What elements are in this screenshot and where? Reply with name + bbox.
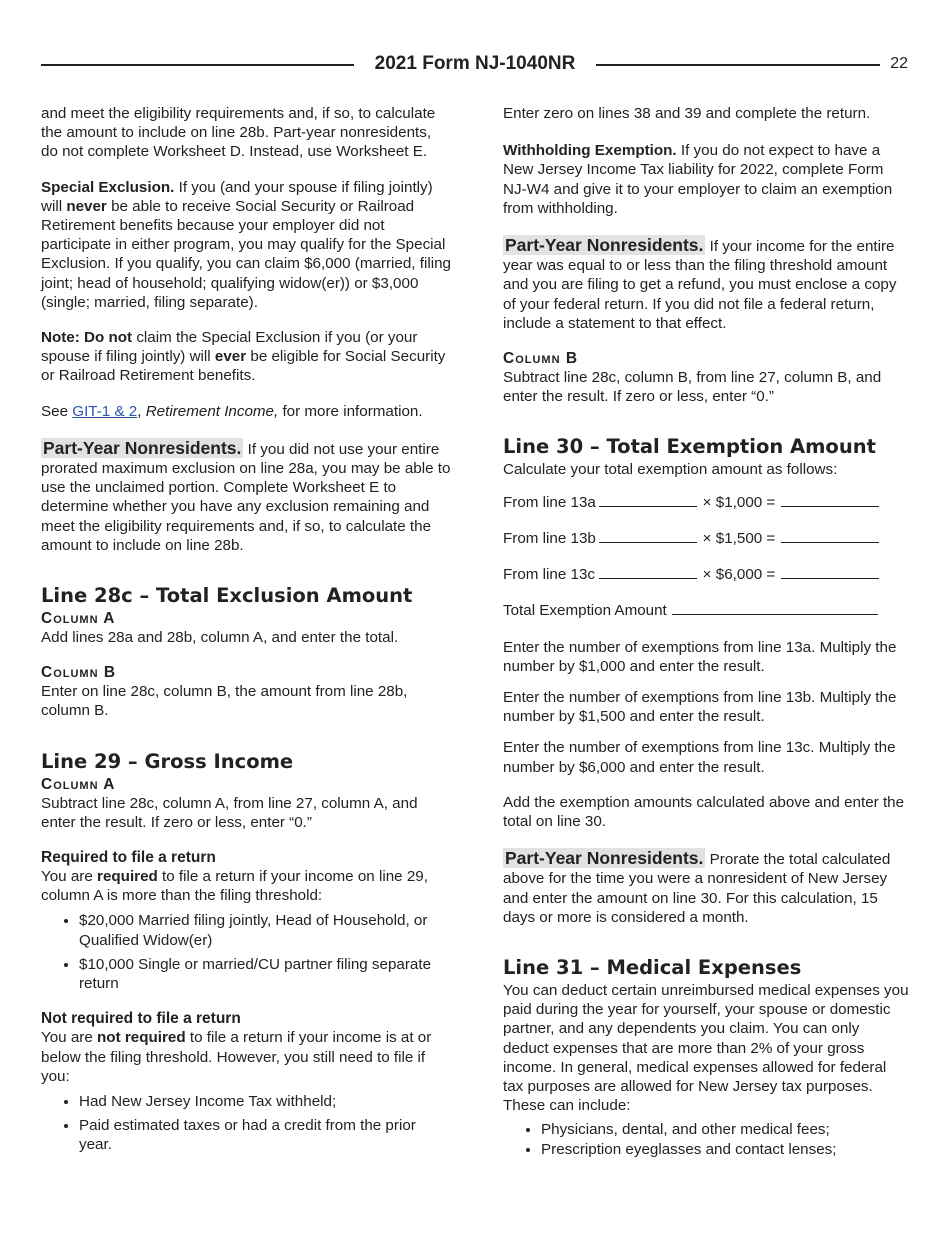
required-heading: Required to file a return [41,849,216,867]
instruction-13c: Enter the number of exemptions from line 13c. Multiply the number by $6,000 and enter the result. [503,739,896,776]
blank-field [672,600,878,615]
right-column [503,104,909,1164]
line-29-col-a-text: Subtract line 28c, column A, from line 27, column A, and enter the result. If zero or less, enter “0.” [41,794,418,831]
header-rule-right [596,64,880,66]
blank-field [781,564,879,579]
line-29-heading: Line 29 – Gross Income [41,749,294,773]
part-year-paragraph: Part-Year Nonresidents. If you did not use your entire prorated maximum exclusion on line 28a, you may be able to use the unclaimed portion. Complete Worksheet E to determine whether you have any exclusion remaining and meet the eligibility requirements and, if so, to calculate the amount to include on line 28b. [41,437,451,554]
part-year-paragraph: Part-Year Nonresidents. If your income for the entire year was equal to or less than the filing threshold amount and you are filing to get a refund, you must enclose a copy of your federal return. If you did not file a federal return, include a statement to that effect. [503,235,897,332]
page-number: 22 [890,55,908,72]
list-item: • Physicians, dental, and other medical fees; [541,1120,909,1139]
column-b-label: Column B [503,350,579,368]
instruction-total: Add the exemption amounts calculated above and enter the total on line 30. [503,793,905,831]
exemption-calc-table [503,492,909,638]
line-29-col-b-text: Subtract line 28c, column B, from line 27, column B, and enter the result. If zero or less, enter “0.” [503,369,882,406]
left-column [41,104,451,1160]
not-required-list [41,1092,451,1155]
column-a-label: Column A [41,610,116,628]
page-title: 2021 Form NJ-1040NR [374,53,576,74]
header-rule-left [41,64,354,66]
line-30-intro: Calculate your total exemption amount as follows: [503,461,838,479]
list-item: • Had New Jersey Income Tax withheld; [79,1092,451,1111]
part-year-label: Part-Year Nonresidents. [505,235,704,256]
not-required-paragraph: You are not required to file a return if your income is at or below the filing threshold. However, you still need to file if you: [41,1029,432,1085]
line-31-heading: Line 31 – Medical Expenses [503,956,802,980]
line-28c-col-a-text: Add lines 28a and 28b, column A, and enter the total. [41,629,399,647]
git-link[interactable]: GIT-1 & 2 [72,402,138,420]
blank-field [781,528,879,543]
column-a-label: Column A [41,775,116,793]
line-28c-col-b-text: Enter on line 28c, column B, the amount from line 28b, column B. [41,683,408,720]
medical-expense-list [503,1120,909,1159]
see-more-paragraph: See GIT-1 & 2, Retirement Income, for more information. [41,402,423,420]
blank-field [599,564,697,579]
continuation-paragraph: and meet the eligibility requirements and, if so, to calculate the amount to include on line 28b. Part-year nonresidents, do not complete Worksheet D. Instead, use Worksheet E. [41,105,436,161]
part-year-label: Part-Year Nonresidents. [43,437,242,458]
part-year-label: Part-Year Nonresidents. [505,848,704,869]
blank-field [781,492,879,507]
list-item: • Prescription eyeglasses and contact lenses; [541,1140,909,1159]
not-required-heading: Not required to file a return [41,1010,241,1028]
calc-row-13c: From line 13c × $6,000 = [503,564,909,600]
calc-row-13a: From line 13a × $1,000 = [503,492,909,528]
note-paragraph: Note: Do not claim the Special Exclusion if you (or your spouse if filing jointly) will ever be eligible for Social Security or Railroad Retirement benefits. [41,329,446,385]
instruction-13b: Enter the number of exemptions from line 13b. Multiply the number by $1,500 and enter the result. [503,689,897,726]
list-item: • $10,000 Single or married/CU partner filing separate return [79,955,451,993]
list-item: • Paid estimated taxes or had a credit from the prior year. [79,1116,451,1154]
list-item: • $20,000 Married filing jointly, Head of Household, or Qualified Widow(er) [79,911,451,949]
column-b-label: Column B [41,664,117,682]
withholding-paragraph: Withholding Exemption. If you do not expect to have a New Jersey Income Tax liability for 2022, complete Form NJ-W4 and give it to your employer to claim an exemption from withholding. [503,142,893,217]
required-list [41,911,451,993]
required-paragraph: You are required to file a return if your income on line 29, column A is more than the filing threshold: [41,868,428,905]
line-31-text: You can deduct certain unreimbursed medical expenses you paid during the year for yourself, your spouse or domestic partner, and any dependents you claim. You can only deduct expenses that are more than 2% of your gross income. In general, medical expenses allowed for federal tax purposes are allowed for New Jersey tax purposes. These can include: [503,982,909,1115]
blank-field [599,492,697,507]
enter-zero-paragraph: Enter zero on lines 38 and 39 and complete the return. [503,105,871,122]
calc-row-13b: From line 13b × $1,500 = [503,528,909,564]
total-exemption-row: Total Exemption Amount [503,600,909,638]
line-28c-heading: Line 28c – Total Exclusion Amount [41,584,413,608]
blank-field [599,528,697,543]
part-year-paragraph: Part-Year Nonresidents. Prorate the total calculated above for the time you were a nonresident of New Jersey and enter the amount on line 30. For this calculation, 15 days or more is considered a month. [503,848,891,926]
line-30-heading: Line 30 – Total Exemption Amount [503,435,876,459]
special-exclusion-paragraph: Special Exclusion. If you (and your spouse if filing jointly) will never be able to receive Social Security or Railroad Retirement benefits because your employer did not participate in either program, you may qualify for the Special Exclusion. If you qualify, you can claim $6,000 (married, filing joint; head of household; qualifying widow(er)) or $3,000 (single; married, filing separate). [41,178,451,311]
instruction-13a: Enter the number of exemptions from line 13a. Multiply the number by $1,000 and enter the result. [503,638,897,675]
